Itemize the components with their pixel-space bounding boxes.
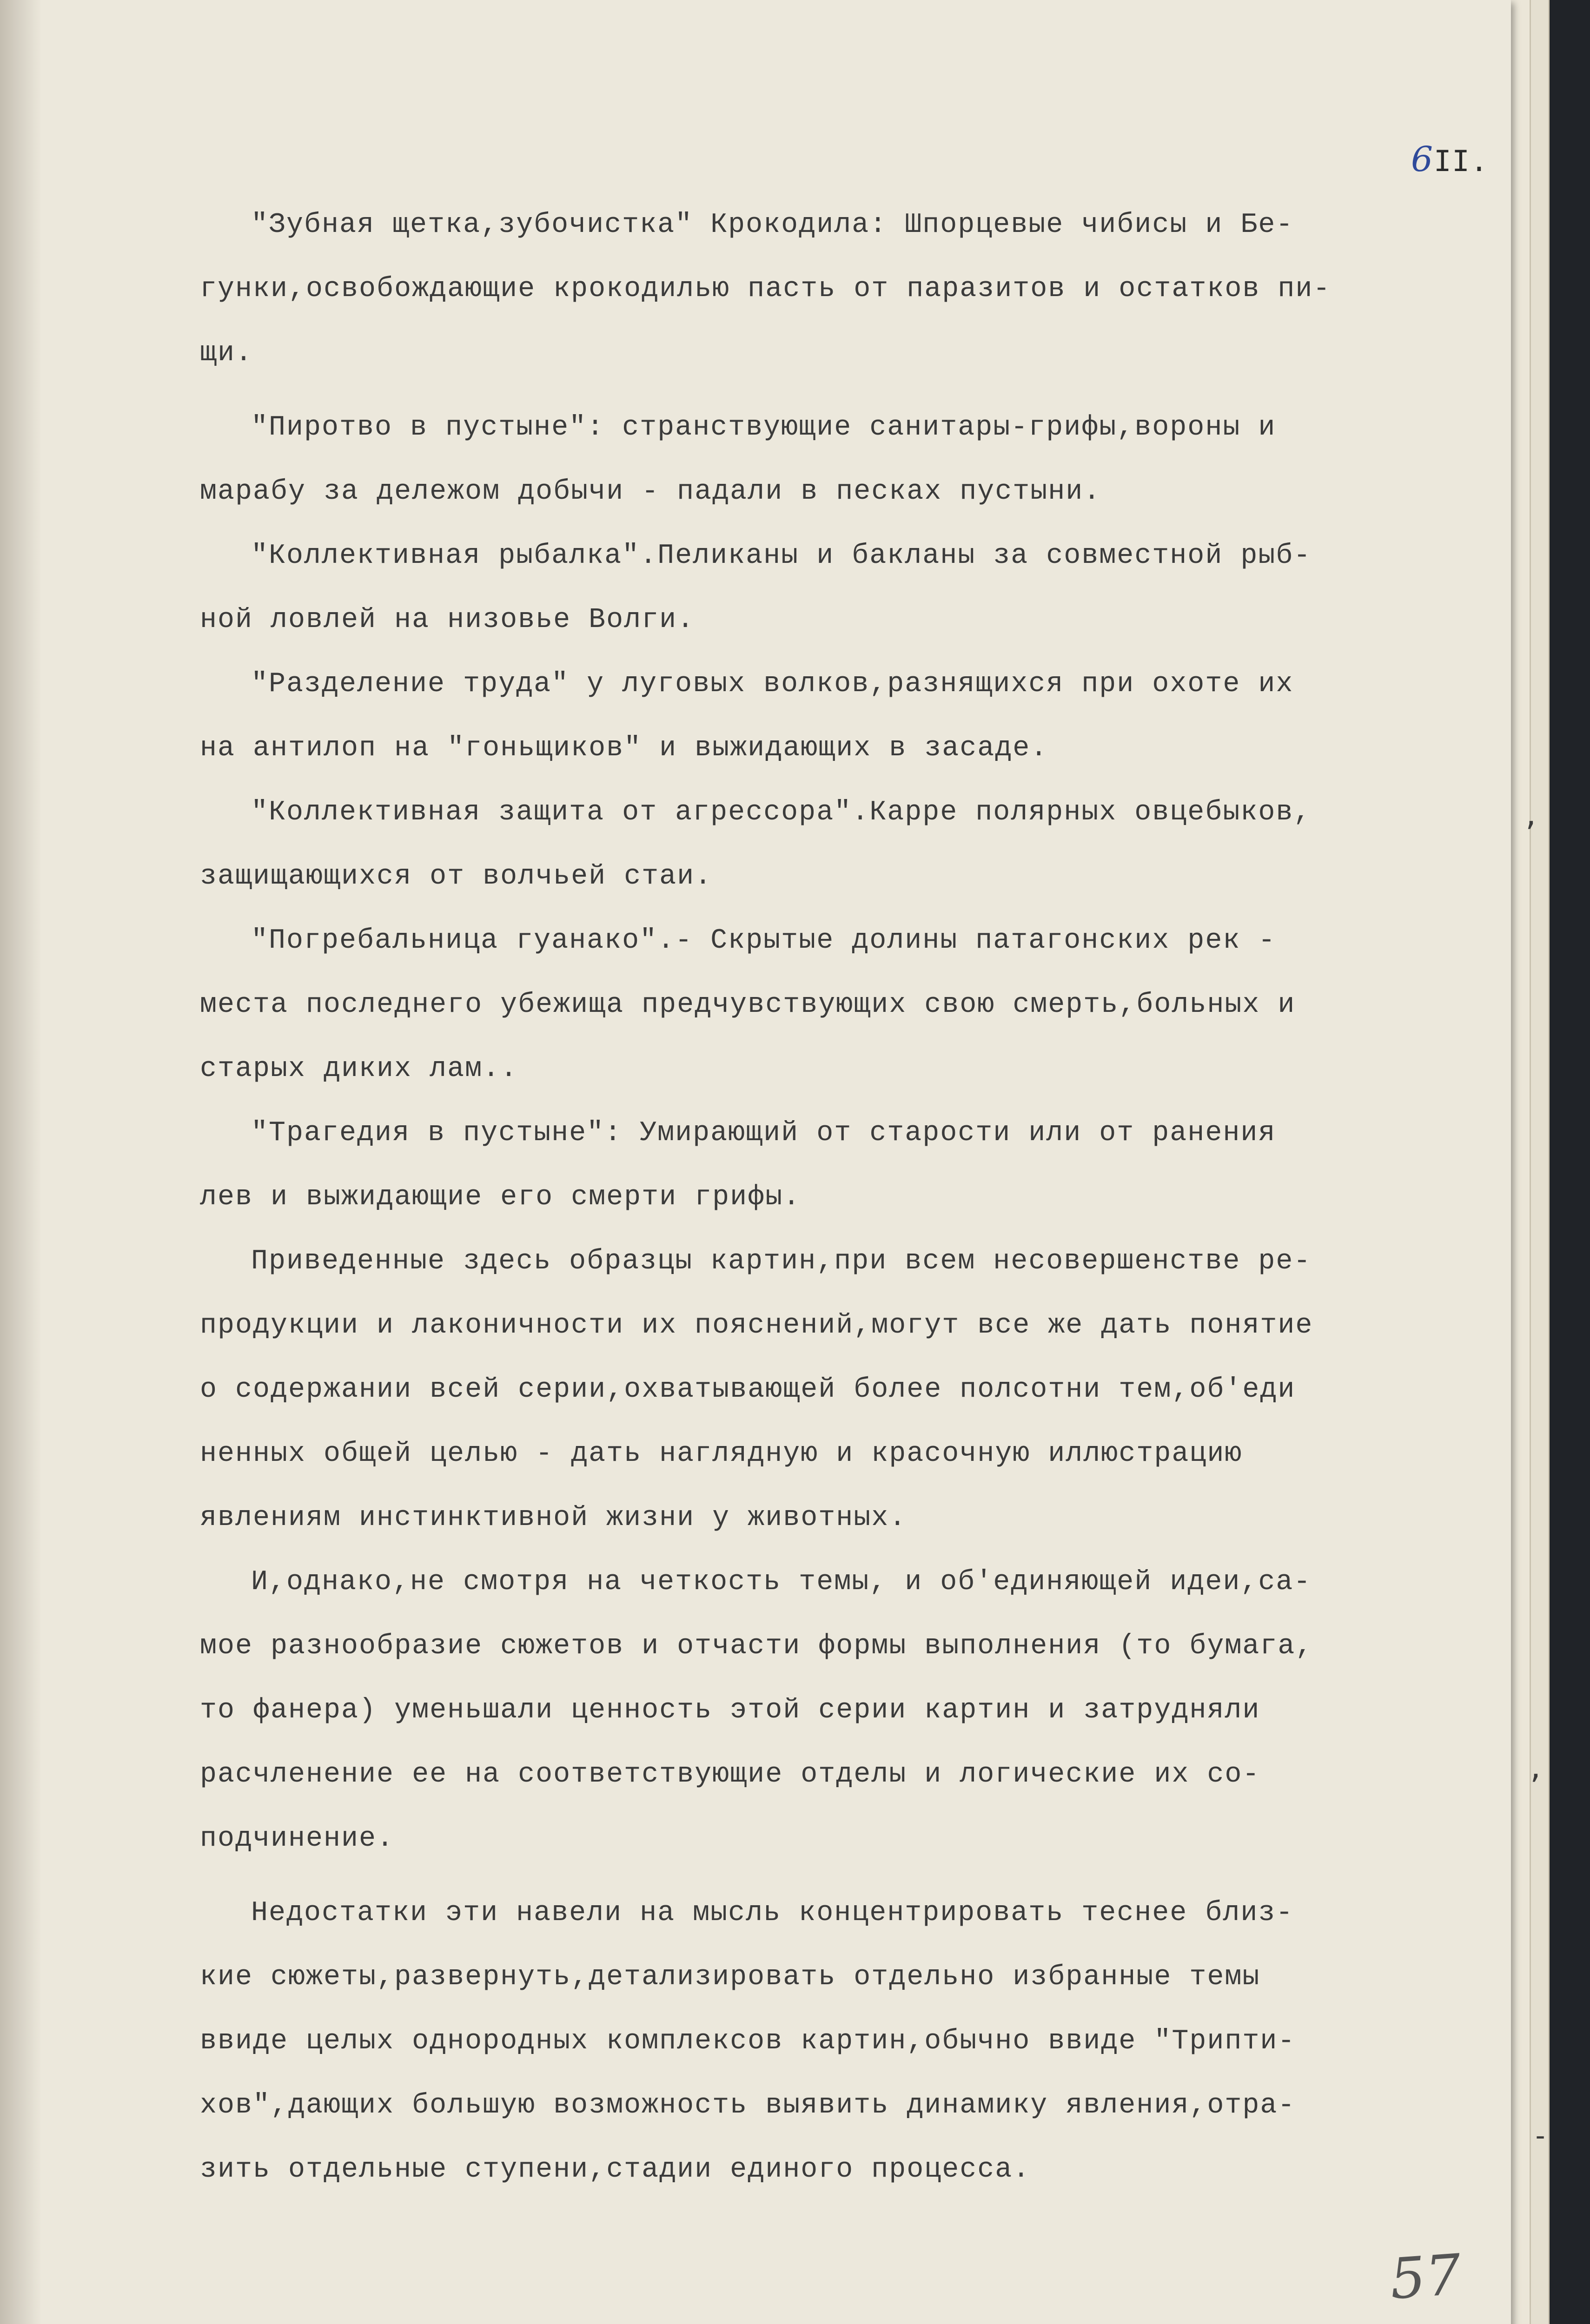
text-line: места последнего убежища предчувствующих свою смерть,больных и (200, 989, 1296, 1021)
text-line: защищающихся от волчьей стаи. (200, 861, 713, 892)
text-line: продукции и лаконичности их пояснений,могут все же дать понятие (200, 1310, 1313, 1341)
page-number-handwritten: 6 (1411, 139, 1434, 179)
margin-comma: , (1527, 1752, 1544, 1785)
margin-dash: - (1532, 2119, 1549, 2152)
text-line: "Трагедия в пустыне": Умирающий от старости или от ранения (251, 1117, 1276, 1149)
binding-shadow (0, 0, 42, 2324)
text-line: подчинение. (200, 1823, 395, 1855)
text-line: лев и выжидающие его смерти грифы. (200, 1182, 801, 1213)
text-line: ненных общей целью - дать наглядную и красочную иллюстрацию (200, 1438, 1243, 1470)
text-line: мое разнообразие сюжетов и отчасти формы выполнения (то бумага, (200, 1631, 1313, 1662)
text-line: зить отдельные ступени,стадии единого процесса. (200, 2154, 1031, 2185)
text-line: "Пиротво в пустыне": странствующие санитары-грифы,вороны и (251, 412, 1276, 443)
text-line: "Зубная щетка,зубочистка" Крокодила: Шпорцевые чибисы и Бе- (251, 209, 1294, 241)
text-line: ной ловлей на низовье Волги. (200, 604, 695, 636)
text-line: Недостатки эти навели на мысль концентрировать теснее близ- (251, 1897, 1294, 1929)
text-line: кие сюжеты,развернуть,детализировать отдельно избранные темы (200, 1961, 1260, 1993)
body-text (200, 193, 1516, 2202)
page-number (1411, 139, 1489, 179)
text-line: "Коллективная защита от агрессора".Карре полярных овцебыков, (251, 797, 1312, 828)
text-line: то фанера) уменьшали ценность этой серии картин и затрудняли (200, 1695, 1260, 1726)
text-line: Приведенные здесь образцы картин,при всем несовершенстве ре- (251, 1246, 1312, 1277)
archive-number: 57 (1388, 2242, 1464, 2312)
text-line: марабу за дележом добычи - падали в песках пустыни. (200, 476, 1101, 508)
text-line: "Погребальница гуанако".- Скрытые долины патагонских рек - (251, 925, 1276, 957)
text-line: "Разделение труда" у луговых волков,разнящихся при охоте их (251, 668, 1294, 700)
text-line: на антилоп на "гоньщиков" и выжидающих в засаде. (200, 733, 1048, 764)
text-line: щи. (200, 337, 253, 369)
text-line: хов",дающих большую возможность выявить динамику явления,отра- (200, 2090, 1296, 2121)
text-line: ввиде целых однородных комплексов картин,обычно ввиде "Трипти- (200, 2026, 1296, 2057)
text-line: старых диких лам.. (200, 1053, 518, 1085)
text-line: расчленение ее на соответствующие отделы и логические их со- (200, 1759, 1260, 1790)
text-line: "Коллективная рыбалка".Пеликаны и бакланы за совместной рыб- (251, 540, 1312, 572)
margin-comma: , (1523, 799, 1540, 832)
text-line: И,однако,не смотря на четкость темы, и об'единяющей идеи,са- (251, 1566, 1312, 1598)
text-line: гунки,освобождающие крокодилью пасть от паразитов и остатков пи- (200, 273, 1331, 305)
text-line: явлениям инстинктивной жизни у животных. (200, 1502, 907, 1534)
page-number-typed: II. (1434, 144, 1489, 178)
text-line: о содержании всей серии,охватывающей более полсотни тем,об'еди (200, 1374, 1296, 1406)
